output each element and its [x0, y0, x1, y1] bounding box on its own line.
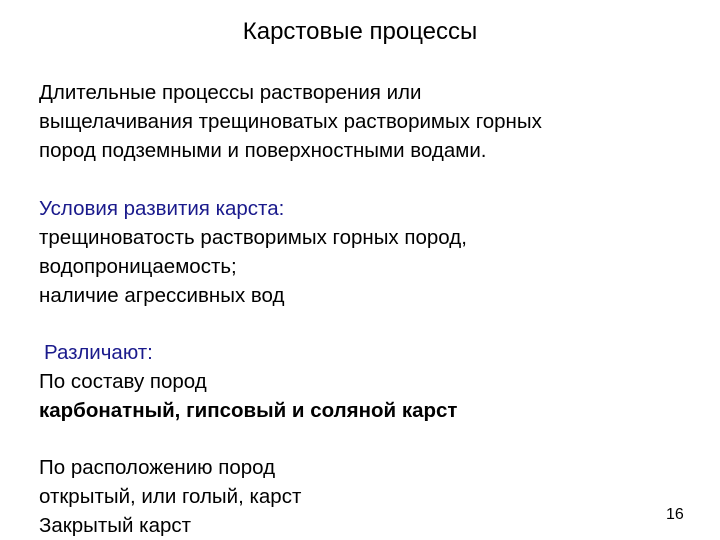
location-item: открытый, или голый, карст [39, 485, 302, 508]
condition-item: водопроницаемость; [39, 255, 237, 278]
condition-item: трещиноватость растворимых горных пород, [39, 226, 467, 249]
by-composition-types: карбонатный, гипсовый и соляной карст [39, 399, 458, 422]
definition-line: выщелачивания трещиноватых растворимых горных [39, 110, 542, 133]
definition-line: пород подземными и поверхностными водами. [39, 139, 487, 162]
definition-line: Длительные процессы растворения или [39, 81, 422, 104]
definition-paragraph [39, 78, 679, 165]
karst-conditions-section [39, 194, 679, 310]
by-location-label: По расположению пород [39, 456, 276, 479]
karst-types-section [39, 338, 679, 425]
location-item: Закрытый карст [39, 514, 192, 537]
slide-title: Карстовые процессы [242, 18, 478, 45]
karst-location-section [39, 453, 679, 540]
conditions-heading: Условия развития карста: [39, 197, 285, 220]
distinguish-heading: Различают: [44, 341, 153, 364]
condition-item: наличие агрессивных вод [39, 284, 285, 307]
by-composition-label: По составу пород [39, 370, 207, 393]
page-number: 16 [666, 506, 684, 523]
